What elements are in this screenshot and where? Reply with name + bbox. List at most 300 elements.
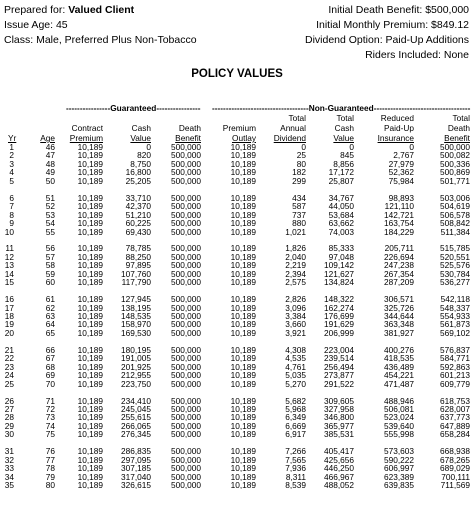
header-row-2 — [0, 123, 472, 133]
table-cell: 201,925 — [121, 361, 151, 372]
table-cell: 10,189 — [230, 260, 256, 271]
table-cell: 488,052 — [324, 480, 354, 491]
table-cell: 61 — [45, 294, 55, 305]
table-cell: 5,968 — [285, 403, 306, 414]
table-cell: 97,048 — [328, 251, 354, 262]
table-cell: 77 — [45, 454, 55, 465]
table-cell: 10,189 — [77, 201, 103, 212]
table-cell: 65 — [45, 327, 55, 338]
table-cell: 10,189 — [77, 150, 103, 161]
column-header — [356, 113, 416, 123]
table-cell: 10,189 — [230, 370, 256, 381]
table-cell: 500,000 — [171, 150, 201, 161]
table-cell: 5,682 — [285, 395, 306, 406]
table-cell: 34 — [4, 471, 14, 482]
table-cell: 97,895 — [125, 260, 151, 271]
table-cell: 63 — [45, 311, 55, 322]
table-cell: 2,767 — [393, 150, 414, 161]
table-cell: 488,946 — [384, 395, 414, 406]
table-cell: 10,189 — [230, 277, 256, 288]
table-row — [0, 481, 472, 489]
table-cell: 10,189 — [77, 218, 103, 229]
table-cell: 309,605 — [324, 395, 354, 406]
table-cell: 500,000 — [171, 218, 201, 229]
table-cell: 10,189 — [230, 463, 256, 474]
table-cell: 74 — [45, 420, 55, 431]
table-cell: 6,349 — [285, 412, 306, 423]
table-cell: 10,189 — [77, 302, 103, 313]
table-cell: 12 — [4, 251, 14, 262]
column-header-text: Cash — [334, 123, 354, 133]
column-header-text: Benefit — [175, 133, 201, 143]
table-cell: 117,790 — [121, 277, 151, 288]
column-header — [356, 123, 416, 133]
table-cell: 7,936 — [285, 463, 306, 474]
table-cell: 34,767 — [328, 192, 354, 203]
table-cell: 10,189 — [77, 277, 103, 288]
table-cell: 75 — [45, 429, 55, 440]
header-row-1 — [0, 113, 472, 123]
table-cell: 6,669 — [285, 420, 306, 431]
table-cell: 587 — [292, 201, 306, 212]
table-cell: 69 — [45, 370, 55, 381]
table-cell: 10,189 — [77, 251, 103, 262]
table-cell: 10,189 — [77, 361, 103, 372]
table-cell: 346,800 — [324, 412, 354, 423]
column-header-text: Contract — [71, 123, 103, 133]
table-cell: 500,082 — [440, 150, 470, 161]
table-cell: 299 — [292, 175, 306, 186]
table-cell: 10,189 — [77, 378, 103, 389]
table-cell: 10,189 — [230, 403, 256, 414]
column-header-text: Annual — [280, 123, 306, 133]
table-cell: 206,999 — [324, 327, 354, 338]
riders-included: Riders Included: None — [365, 49, 469, 61]
column-header-text: Death — [178, 123, 201, 133]
table-cell: 500,000 — [171, 420, 201, 431]
table-cell: 737 — [292, 209, 306, 220]
table-cell: 10,189 — [230, 395, 256, 406]
table-cell: 26 — [4, 395, 14, 406]
table-cell: 25 — [296, 150, 306, 161]
table-cell: 500,000 — [171, 344, 201, 355]
table-cell: 10,189 — [77, 209, 103, 220]
table-cell: 121,110 — [384, 201, 414, 212]
table-cell: 53 — [45, 209, 55, 220]
table-cell: 10,189 — [77, 243, 103, 254]
table-cell: 10,189 — [77, 454, 103, 465]
table-cell: 48 — [45, 158, 55, 169]
table-cell: 500,000 — [171, 319, 201, 330]
table-cell: 16 — [4, 294, 14, 305]
table-cell: 29 — [4, 420, 14, 431]
table-row — [0, 380, 472, 388]
table-cell: 180,195 — [121, 344, 151, 355]
table-cell: 27 — [4, 403, 14, 414]
table-cell: 584,771 — [440, 353, 470, 364]
table-cell: 291,522 — [324, 378, 354, 389]
table-cell: 78 — [45, 463, 55, 474]
table-cell: 2,040 — [285, 251, 306, 262]
table-cell: 555,998 — [384, 429, 414, 440]
table-cell: 10,189 — [230, 353, 256, 364]
table-cell: 27,979 — [388, 158, 414, 169]
table-cell: 10,189 — [77, 260, 103, 271]
table-cell: 10,189 — [77, 192, 103, 203]
table-cell: 266,065 — [121, 420, 151, 431]
table-cell: 176,699 — [324, 311, 354, 322]
table-cell: 184,229 — [384, 226, 414, 237]
table-cell: 10,189 — [230, 167, 256, 178]
table-cell: 191,629 — [324, 319, 354, 330]
table-cell: 18 — [4, 311, 14, 322]
table-cell: 500,000 — [171, 378, 201, 389]
table-cell: 267,354 — [384, 268, 414, 279]
column-header — [416, 113, 472, 123]
table-cell: 500,000 — [171, 142, 201, 152]
table-cell: 500,000 — [171, 471, 201, 482]
table-cell: 618,753 — [440, 395, 470, 406]
column-header — [258, 113, 308, 123]
table-cell: 10,189 — [77, 480, 103, 491]
table-cell: 561,873 — [440, 319, 470, 330]
table-row — [0, 228, 472, 236]
table-cell: 10,189 — [230, 218, 256, 229]
table-cell: 548,337 — [440, 302, 470, 313]
table-cell: 58 — [45, 260, 55, 271]
issue-age: Issue Age: 45 — [4, 19, 68, 31]
table-cell: 10,189 — [230, 142, 256, 152]
column-header-text: Insurance — [377, 133, 414, 143]
table-cell: 42,370 — [125, 201, 151, 212]
table-cell: 10 — [4, 226, 14, 237]
column-header-text: Dividend — [273, 133, 306, 143]
table-cell: 10,189 — [77, 344, 103, 355]
table-cell: 2,575 — [285, 277, 306, 288]
table-cell: 78,785 — [125, 243, 151, 254]
table-cell: 0 — [349, 142, 354, 152]
table-cell: 134,824 — [324, 277, 354, 288]
column-header-text: Reduced — [380, 113, 414, 123]
table-cell: 13 — [4, 260, 14, 271]
table-cell: 6,917 — [285, 429, 306, 440]
table-cell: 80 — [296, 158, 306, 169]
table-cell: 55 — [45, 226, 55, 237]
table-cell: 1,021 — [285, 226, 306, 237]
table-cell: 52,362 — [388, 167, 414, 178]
table-cell: 62 — [45, 302, 55, 313]
table-cell: 17 — [4, 302, 14, 313]
table-cell: 520,551 — [440, 251, 470, 262]
table-cell: 10,189 — [230, 327, 256, 338]
table-cell: 500,000 — [171, 429, 201, 440]
table-cell: 85,333 — [328, 243, 354, 254]
column-header — [57, 113, 105, 123]
column-header-text: Premium — [222, 123, 256, 133]
column-header — [105, 113, 153, 123]
client-name: Valued Client — [68, 4, 135, 16]
table-cell: 79 — [45, 471, 55, 482]
table-cell: 17,172 — [328, 167, 354, 178]
table-cell: 10,189 — [77, 420, 103, 431]
table-cell: 32 — [4, 454, 14, 465]
initial-death-benefit: Initial Death Benefit: $500,000 — [328, 4, 469, 16]
table-cell: 623,389 — [384, 471, 414, 482]
column-header — [258, 123, 308, 133]
dividend-option: Dividend Option: Paid-Up Additions — [304, 34, 469, 46]
table-cell: 10,189 — [77, 268, 103, 279]
table-cell: 1 — [9, 142, 14, 152]
table-cell: 554,933 — [440, 311, 470, 322]
table-cell: 609,779 — [440, 378, 470, 389]
table-cell: 10,189 — [230, 294, 256, 305]
table-cell: 500,000 — [171, 209, 201, 220]
table-cell: 245,045 — [121, 403, 151, 414]
column-header-text: Total — [452, 113, 470, 123]
table-cell: 8,856 — [333, 158, 354, 169]
table-cell: 523,024 — [384, 412, 414, 423]
table-cell: 700,111 — [441, 471, 470, 482]
table-cell: 33,710 — [125, 192, 151, 203]
column-header-text: Yr — [8, 133, 17, 143]
table-cell: 500,000 — [171, 268, 201, 279]
table-cell: 363,348 — [384, 319, 414, 330]
table-cell: 542,118 — [440, 294, 470, 305]
table-cell: 3,921 — [285, 327, 306, 338]
column-header — [57, 123, 105, 133]
table-cell: 24 — [4, 370, 14, 381]
table-cell: 162,274 — [324, 302, 354, 313]
table-cell: 500,000 — [171, 327, 201, 338]
table-cell: 239,514 — [324, 353, 354, 364]
table-cell: 506,081 — [384, 403, 414, 414]
guaranteed-group-label: ----------------Guaranteed---------------- — [66, 103, 201, 113]
table-cell: 325,726 — [384, 302, 414, 313]
table-cell: 500,869 — [440, 167, 470, 178]
table-cell: 711,569 — [440, 480, 470, 491]
table-cell: 75,984 — [388, 175, 414, 186]
table-row — [0, 177, 472, 185]
table-cell: 10,189 — [77, 463, 103, 474]
table-cell: 4,535 — [285, 353, 306, 364]
table-cell: 10,189 — [77, 294, 103, 305]
table-cell: 10,189 — [230, 150, 256, 161]
table-cell: 25 — [4, 378, 14, 389]
table-cell: 668,938 — [440, 446, 470, 457]
table-cell: 49 — [45, 167, 55, 178]
table-cell: 66 — [45, 344, 55, 355]
table-cell: 14 — [4, 268, 14, 279]
table-cell: 68 — [45, 361, 55, 372]
table-cell: 10,189 — [230, 251, 256, 262]
table-cell: 500,000 — [171, 294, 201, 305]
table-cell: 601,213 — [440, 370, 470, 381]
table-cell: 658,284 — [440, 429, 470, 440]
table-cell: 25,807 — [328, 175, 354, 186]
table-cell: 1,826 — [285, 243, 306, 254]
table-cell: 500,000 — [171, 158, 201, 169]
initial-monthly-premium: Initial Monthly Premium: $849.12 — [316, 19, 469, 31]
table-cell: 405,417 — [324, 446, 354, 457]
table-cell: 306,571 — [384, 294, 414, 305]
table-cell: 10,189 — [77, 370, 103, 381]
table-cell: 503,006 — [440, 192, 470, 203]
table-cell: 10,189 — [230, 302, 256, 313]
column-header-text: Death — [447, 123, 470, 133]
table-cell: 73 — [45, 412, 55, 423]
table-cell: 255,615 — [121, 412, 151, 423]
table-cell: 10,189 — [230, 268, 256, 279]
table-cell: 7 — [9, 201, 14, 212]
table-cell: 10,189 — [77, 175, 103, 186]
prepared-for — [4, 4, 134, 17]
table-row — [0, 329, 472, 337]
table-cell: 536,277 — [440, 277, 470, 288]
table-cell: 28 — [4, 412, 14, 423]
table-cell: 138,195 — [121, 302, 151, 313]
table-cell: 5 — [9, 175, 14, 186]
table-cell: 10,189 — [230, 420, 256, 431]
column-header-text: Outlay — [232, 133, 256, 143]
table-cell: 500,000 — [171, 463, 201, 474]
column-header — [203, 113, 258, 123]
table-cell: 504,619 — [440, 201, 470, 212]
table-cell: 46 — [45, 142, 55, 152]
table-cell: 35 — [4, 480, 14, 491]
table-cell: 226,694 — [384, 251, 414, 262]
table-cell: 10,189 — [77, 446, 103, 457]
table-cell: 436,489 — [384, 361, 414, 372]
table-cell: 64 — [45, 319, 55, 330]
table-cell: 191,005 — [121, 353, 151, 364]
column-header — [416, 123, 472, 133]
table-cell: 500,000 — [171, 412, 201, 423]
table-cell: 10,189 — [77, 471, 103, 482]
column-header-text: Cash — [131, 123, 151, 133]
table-cell: 500,000 — [171, 192, 201, 203]
column-header-text: Benefit — [444, 133, 470, 143]
table-cell: 365,977 — [324, 420, 354, 431]
prepared-for-label: Prepared for: — [4, 4, 66, 16]
table-cell: 10,189 — [230, 158, 256, 169]
table-cell: 30 — [4, 429, 14, 440]
column-header-text: Value — [333, 133, 354, 143]
table-cell: 256,494 — [324, 361, 354, 372]
table-cell: 501,771 — [440, 175, 470, 186]
table-cell: 10,189 — [77, 412, 103, 423]
table-cell: 10,189 — [230, 209, 256, 220]
table-cell: 4,761 — [285, 361, 306, 372]
table-cell: 10,189 — [77, 429, 103, 440]
table-cell: 10,189 — [230, 471, 256, 482]
table-cell: 326,615 — [121, 480, 151, 491]
table-cell: 51 — [45, 192, 55, 203]
table-cell: 500,000 — [171, 243, 201, 254]
column-header-text: Age — [40, 133, 55, 143]
table-cell: 47 — [45, 150, 55, 161]
column-header — [356, 133, 416, 143]
column-header-text: Paid-Up — [384, 123, 414, 133]
table-cell: 689,029 — [440, 463, 470, 474]
table-cell: 327,958 — [324, 403, 354, 414]
table-cell: 163,754 — [384, 218, 414, 229]
table-cell: 592,863 — [440, 361, 470, 372]
table-cell: 52 — [45, 201, 55, 212]
table-cell: 10,189 — [230, 226, 256, 237]
table-cell: 205,711 — [384, 243, 414, 254]
table-cell: 381,927 — [384, 327, 414, 338]
table-cell: 9 — [9, 218, 14, 229]
table-cell: 6 — [9, 192, 14, 203]
table-cell: 530,784 — [440, 268, 470, 279]
table-cell: 50 — [45, 175, 55, 186]
table-cell: 307,185 — [121, 463, 151, 474]
table-cell: 471,487 — [384, 378, 414, 389]
table-cell: 569,102 — [440, 327, 470, 338]
table-cell: 647,889 — [440, 420, 470, 431]
non-guaranteed-group-label: -----------------------------------Non-Guaranteed----------------------------------- — [212, 103, 471, 113]
table-cell: 7,266 — [285, 446, 306, 457]
table-cell: 8 — [9, 209, 14, 220]
table-cell: 4 — [9, 167, 14, 178]
table-cell: 234,410 — [121, 395, 151, 406]
table-cell: 20 — [4, 327, 14, 338]
table-cell: 98,893 — [388, 192, 414, 203]
table-cell: 466,967 — [324, 471, 354, 482]
table-cell: 10,189 — [230, 192, 256, 203]
table-cell: 506,578 — [440, 209, 470, 220]
table-cell: 169,530 — [121, 327, 151, 338]
column-header — [105, 123, 153, 133]
table-cell: 500,000 — [171, 370, 201, 381]
table-cell: 2,826 — [285, 294, 306, 305]
table-cell: 2 — [9, 150, 14, 161]
column-header-text: Premium — [69, 133, 103, 143]
table-cell: 590,222 — [384, 454, 414, 465]
table-cell: 500,000 — [171, 201, 201, 212]
table-cell: 500,000 — [171, 480, 201, 491]
table-cell: 16,800 — [125, 167, 151, 178]
table-cell: 10,189 — [230, 243, 256, 254]
table-cell: 5,035 — [285, 370, 306, 381]
table-cell: 576,837 — [440, 344, 470, 355]
table-cell: 10,189 — [230, 175, 256, 186]
table-cell: 276,345 — [121, 429, 151, 440]
table-cell: 158,970 — [121, 319, 151, 330]
table-cell: 31 — [4, 446, 14, 457]
table-header — [0, 113, 472, 143]
table-cell: 637,773 — [440, 412, 470, 423]
table-cell: 25,205 — [125, 175, 151, 186]
table-cell: 573,603 — [384, 446, 414, 457]
table-cell: 54 — [45, 218, 55, 229]
table-cell: 10,189 — [230, 361, 256, 372]
table-row — [0, 430, 472, 438]
table-cell: 76 — [45, 446, 55, 457]
table-cell: 606,997 — [384, 463, 414, 474]
table-cell: 10,189 — [230, 201, 256, 212]
table-cell: 525,576 — [440, 260, 470, 271]
insured-class: Class: Male, Preferred Plus Non-Tobacco — [4, 34, 197, 46]
table-cell: 10,189 — [77, 158, 103, 169]
table-cell: 109,142 — [324, 260, 354, 271]
table-cell: 317,040 — [121, 471, 151, 482]
table-cell: 500,000 — [171, 175, 201, 186]
table-cell: 400,276 — [384, 344, 414, 355]
table-cell: 182 — [292, 167, 306, 178]
table-cell: 500,000 — [171, 251, 201, 262]
column-header — [308, 123, 356, 133]
